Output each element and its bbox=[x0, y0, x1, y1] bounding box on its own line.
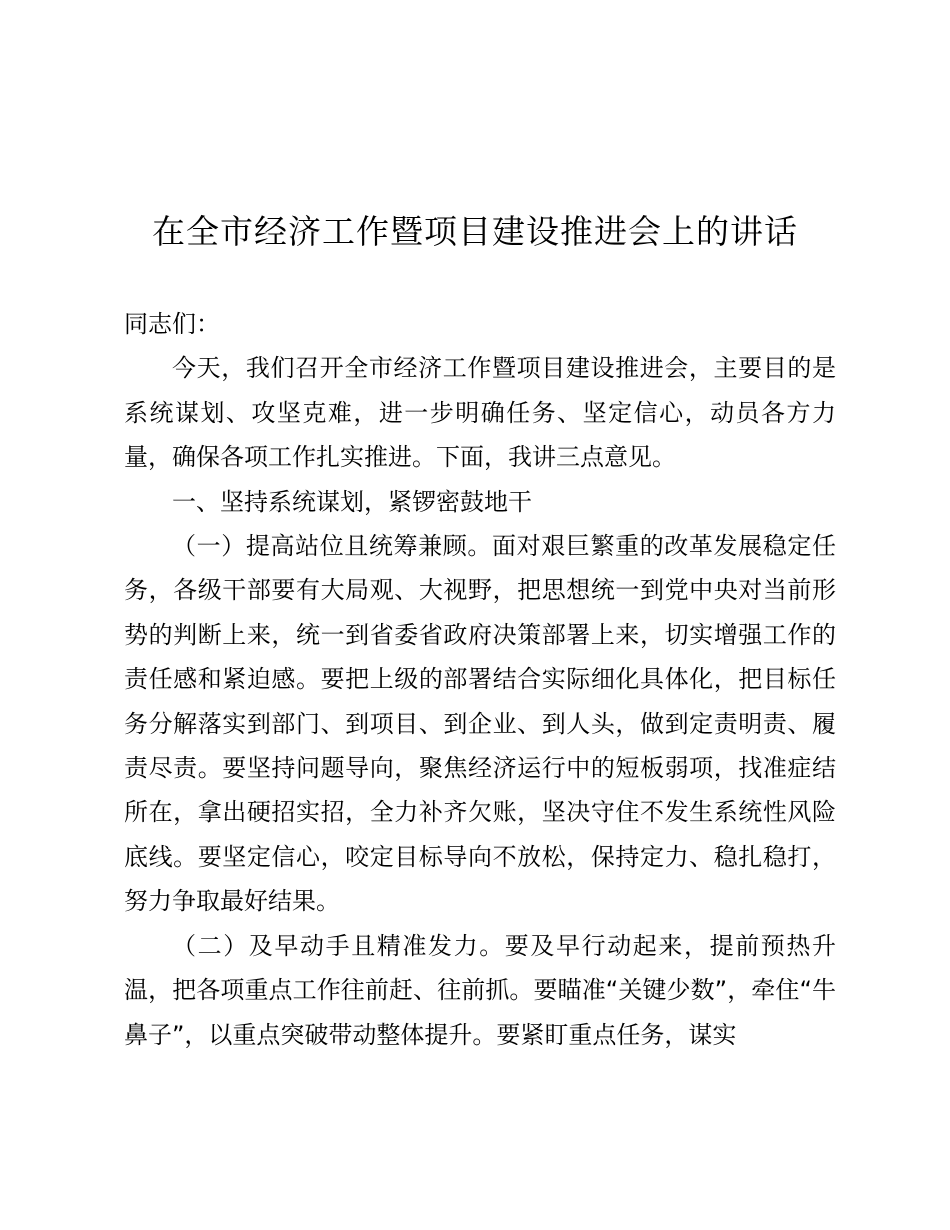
document-body bbox=[124, 302, 836, 1057]
salutation: 同志们： bbox=[124, 310, 220, 338]
paragraph-subsection-1: （一）提高站位且统筹兼顾。面对艰巨繁重的改革发展稳定任务，各级干部要有大局观、大视野，把思想统一到党中央对当前形势的判断上来，统一到省委省政府决策部署上来，切实增强工作的责任感和紧迫感。要把上级的部署结合实际细化具体化，把目标任务分解落实到部门、到项目、到企业、到人头，做到定责明责、履责尽责。要坚持问题导向，聚焦经济运行中的短板弱项，找准症结所在，拿出硬招实招，全力补齐欠账，坚决守住不发生系统性风险底线。要坚定信心，咬定目标导向不放松，保持定力、稳扎稳打，努力争取最好结果。 bbox=[124, 532, 836, 916]
section-heading-1: 一、坚持系统谋划，紧锣密鼓地干 bbox=[172, 487, 532, 516]
paragraph-subsection-2: （二）及早动手且精准发力。要及早行动起来，提前预热升温，把各项重点工作往前赶、往前抓。要瞄准“关键少数”，牵住“牛鼻子”，以重点突破带动整体提升。要紧盯重点任务，谋实 bbox=[124, 931, 836, 1049]
paragraph-intro: 今天，我们召开全市经济工作暨项目建设推进会，主要目的是系统谋划、攻坚克难，进一步明确任务、坚定信心，动员各方力量，确保各项工作扎实推进。下面，我讲三点意见。 bbox=[124, 354, 836, 472]
document-title: 在全市经济工作暨项目建设推进会上的讲话 bbox=[152, 212, 798, 251]
